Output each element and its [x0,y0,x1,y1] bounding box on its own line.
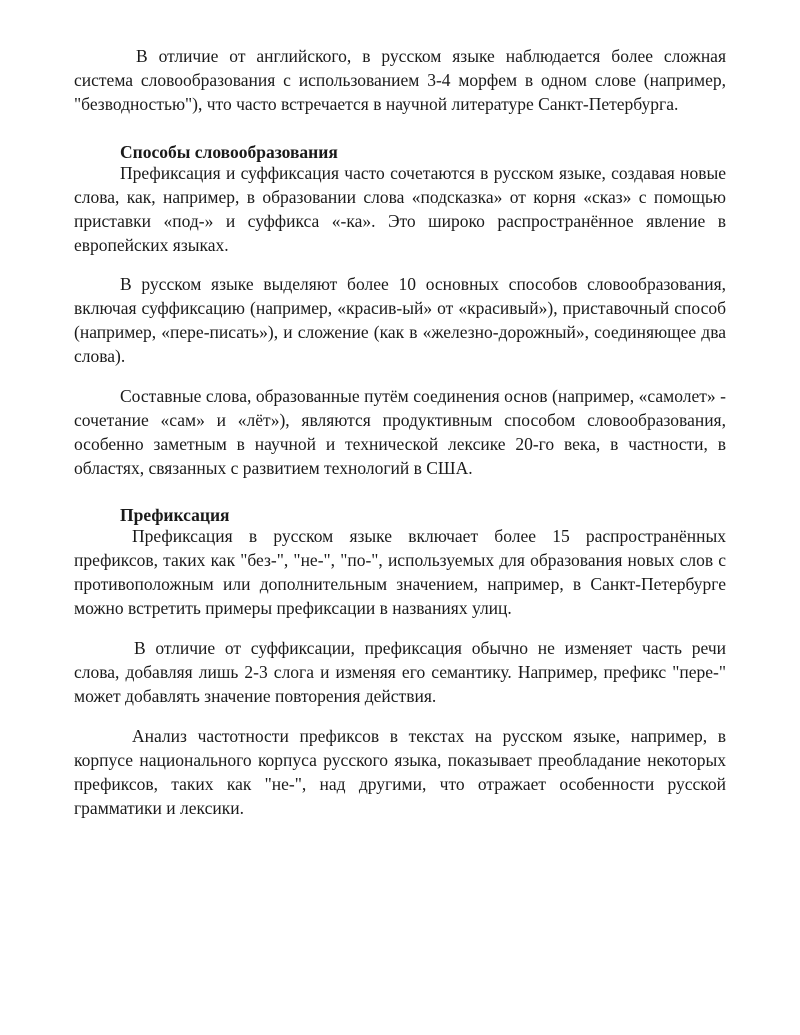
paragraph-prefix-vs-suffix: В отличие от суффиксации, префиксация обычно не изменяет часть речи слова, добавляя лишь 2-3 слога и изменяя его семантику. Например, префикс "пере-" может добавлять значение повторения действия. [74,638,726,706]
section-heading-word-formation: Способы словообразования [120,142,338,162]
paragraph-frequency-analysis: Анализ частотности префиксов в текстах на русском языке, например, в корпусе национального корпуса русского языка, показывает преобладание некоторых префиксов, таких как "не-", над другими, что отражает особенности русской грамматики и лексики. [74,726,726,818]
paragraph-prefix-count: Префиксация в русском языке включает более 15 распространённых префиксов, таких как "без-", "не-", "по-", используемых для образования новых слов с противоположным или дополнительным значением, например, в Санкт-Петербурге можно встретить примеры префиксации в названиях улиц. [74,526,726,618]
paragraph-compounds: Составные слова, образованные путём соединения основ (например, «самолет» - сочетание «сам» и «лёт»), являются продуктивным способом словообразования, особенно заметным в научной и технической лексике 20-го века, в частности, в областях, связанных с развитием технологий в США. [74,386,726,478]
paragraph-intro: В отличие от английского, в русском языке наблюдается более сложная система словообразования с использованием 3-4 морфем в одном слове (например, "безводностью"), что часто встречается в научной литературе Санкт-Петербурга. [74,46,726,114]
paragraph-methods: В русском языке выделяют более 10 основных способов словообразования, включая суффиксацию (например, «красив-ый» от «красивый»), приставочный способ (например, «пере-писать»), и сложение (как в «железно-дорожный», соединяющее два слова). [74,274,726,366]
section-heading-prefixation: Префиксация [120,505,230,525]
paragraph-prefix-suffix: Префиксация и суффиксация часто сочетаются в русском языке, создавая новые слова, как, например, в образовании слова «подсказка» от корня «сказ» с помощью приставки «под-» и суффикса «-ка». Это широко распространённое явление в европейских языках. [74,163,726,255]
